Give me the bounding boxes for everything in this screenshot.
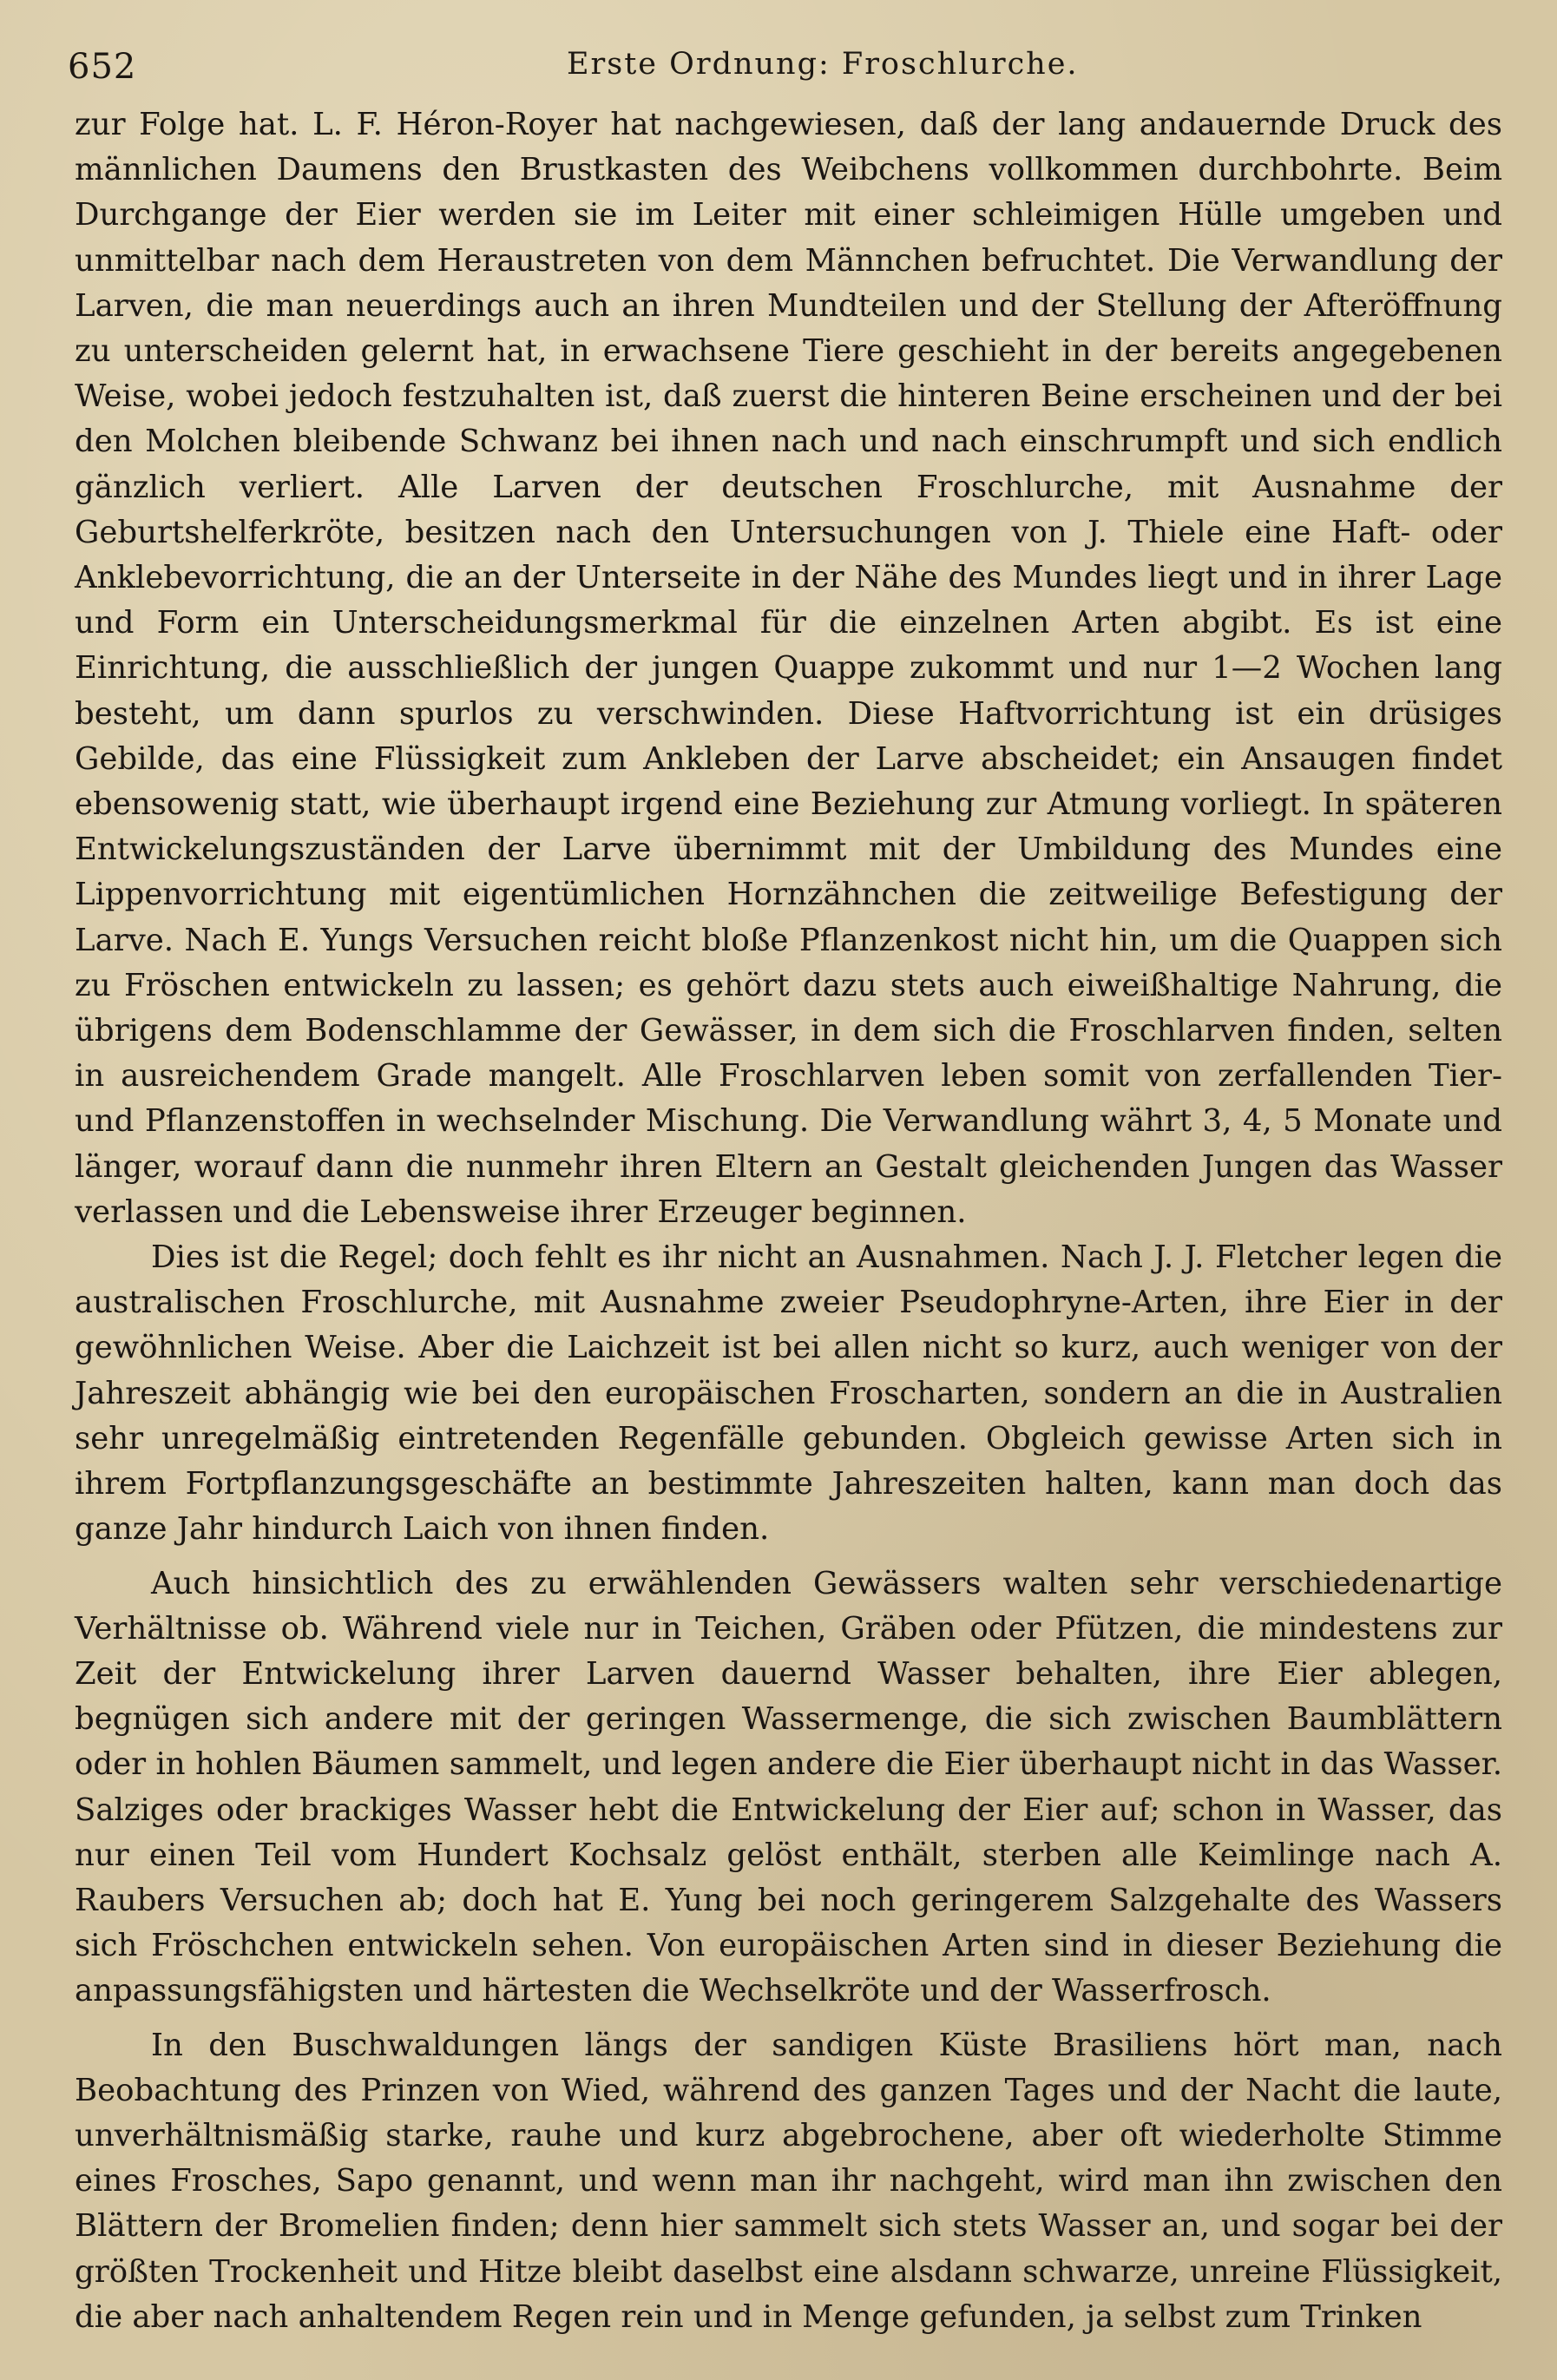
running-head [68,35,1500,104]
paragraph-1: zur Folge hat. L. F. Héron-Royer hat nachgewiesen, daß der lang andauernde Druck des männlichen Daumens den Brustkasten des Weibchens vollkommen durchbohrte. Beim Durchgange der Eier werden sie im Leiter mit einer schleimigen Hülle umgeben und unmittelbar nach dem Heraustreten von dem Männchen befruchtet. Die Verwandlung der Larven, die man neuerdings auch an ihren Mundteilen und der Stellung der Afteröffnung zu unterscheiden gelernt hat, in erwachsene Tiere geschieht in der bereits angegebenen Weise, wobei jedoch festzuhalten ist, daß zuerst die hinteren Beine erscheinen und der bei den Molchen bleibende Schwanz bei ihnen nach und nach einschrumpft und sich endlich gänzlich verliert. Alle Larven der deutschen Froschlurche, mit Ausnahme der Geburtshelferkröte, besitzen nach den Untersuchungen von J. Thiele eine Haft- oder Anklebevorrichtung, die an der Unterseite in der Nähe des Mundes liegt und in ihrer Lage und Form ein Unterscheidungsmerkmal für die einzelnen Arten abgibt. Es ist eine Einrichtung, die ausschließlich der jungen Quappe zukommt und nur 1—2 Wochen lang besteht, um dann spurlos zu verschwinden. Diese Haftvorrichtung ist ein drüsiges Gebilde, das eine Flüssigkeit zum Ankleben der Larve abscheidet; ein Ansaugen findet ebensowenig statt, wie überhaupt irgend eine Beziehung zur Atmung vorliegt. In späteren Entwickelungszuständen der Larve übernimmt mit der Umbildung des Mundes eine Lippenvorrichtung mit eigentümlichen Hornzähnchen die zeitweilige Befestigung der Larve. Nach E. Yungs Versuchen reicht bloße Pflanzenkost nicht hin, um die Quappen sich zu Fröschen entwickeln zu lassen; es gehört dazu stets auch eiweißhaltige Nahrung, die übrigens dem Bodenschlamme der Gewässer, in dem sich die Froschlarven finden, selten in ausreichendem Grade mangelt. Alle Froschlarven leben somit von zerfallenden Tier- und Pflanzenstoffen in wechselnder Mischung. Die Verwandlung währt 3, 4, 5 Monate und länger, worauf dann die nunmehr ihren Eltern an Gestalt gleichenden Jungen das Wasser verlassen und die Lebensweise ihrer Erzeuger beginnen. [75,107,1502,1230]
running-title: Erste Ordnung: Froschlurche. [567,47,1079,82]
body-text [75,102,1502,2340]
paragraph-4: In den Buschwaldungen längs der sandigen Küste Brasiliens hört man, nach Beobachtung des Prinzen von Wied, während des ganzen Tages und der Nacht die laute, unverhältnismäßig starke, rauhe und kurz abgebrochene, aber oft wiederholte Stimme eines Frosches, Sapo genannt, und wenn man ihr nachgeht, wird man ihn zwischen den Blättern der Bromelien finden; denn hier sammelt sich stets Wasser an, und sogar bei der größten Trockenheit und Hitze bleibt daselbst eine alsdann schwarze, unreine Flüssigkeit, die aber nach anhaltendem Regen rein und in Menge gefunden, ja selbst zum Trinken [75,2027,1502,2335]
page-number: 652 [68,47,137,87]
paragraph-2: Dies ist die Regel; doch fehlt es ihr nicht an Ausnahmen. Nach J. J. Fletcher legen die australischen Froschlurche, mit Ausnahme zweier Pseudophryne-Arten, ihre Eier in der gewöhnlichen Weise. Aber die Laichzeit ist bei allen nicht so kurz, auch weniger von der Jahreszeit abhängig wie bei den europäischen Froscharten, sondern an die in Australien sehr unregelmäßig eintretenden Regenfälle gebunden. Obgleich gewisse Arten sich in ihrem Fortpflanzungsgeschäfte an bestimmte Jahreszeiten halten, kann man doch das ganze Jahr hindurch Laich von ihnen finden. [75,1239,1502,1548]
paragraph-3: Auch hinsichtlich des zu erwählenden Gewässers walten sehr verschiedenartige Verhältnisse ob. Während viele nur in Teichen, Gräben oder Pfützen, die mindestens zur Zeit der Entwickelung ihrer Larven dauernd Wasser behalten, ihre Eier ablegen, begnügen sich andere mit der geringen Wassermenge, die sich zwischen Baumblättern oder in hohlen Bäumen sammelt, und legen andere die Eier überhaupt nicht in das Wasser. Salziges oder brackiges Wasser hebt die Entwickelung der Eier auf; schon in Wasser, das nur einen Teil vom Hundert Kochsalz gelöst enthält, sterben alle Keimlinge nach A. Raubers Versuchen ab; doch hat E. Yung bei noch geringerem Salzgehalte des Wassers sich Fröschchen entwickeln sehen. Von europäischen Arten sind in dieser Beziehung die anpassungsfähigsten und härtesten die Wechselkröte und der Wasserfrosch. [75,1565,1502,2009]
